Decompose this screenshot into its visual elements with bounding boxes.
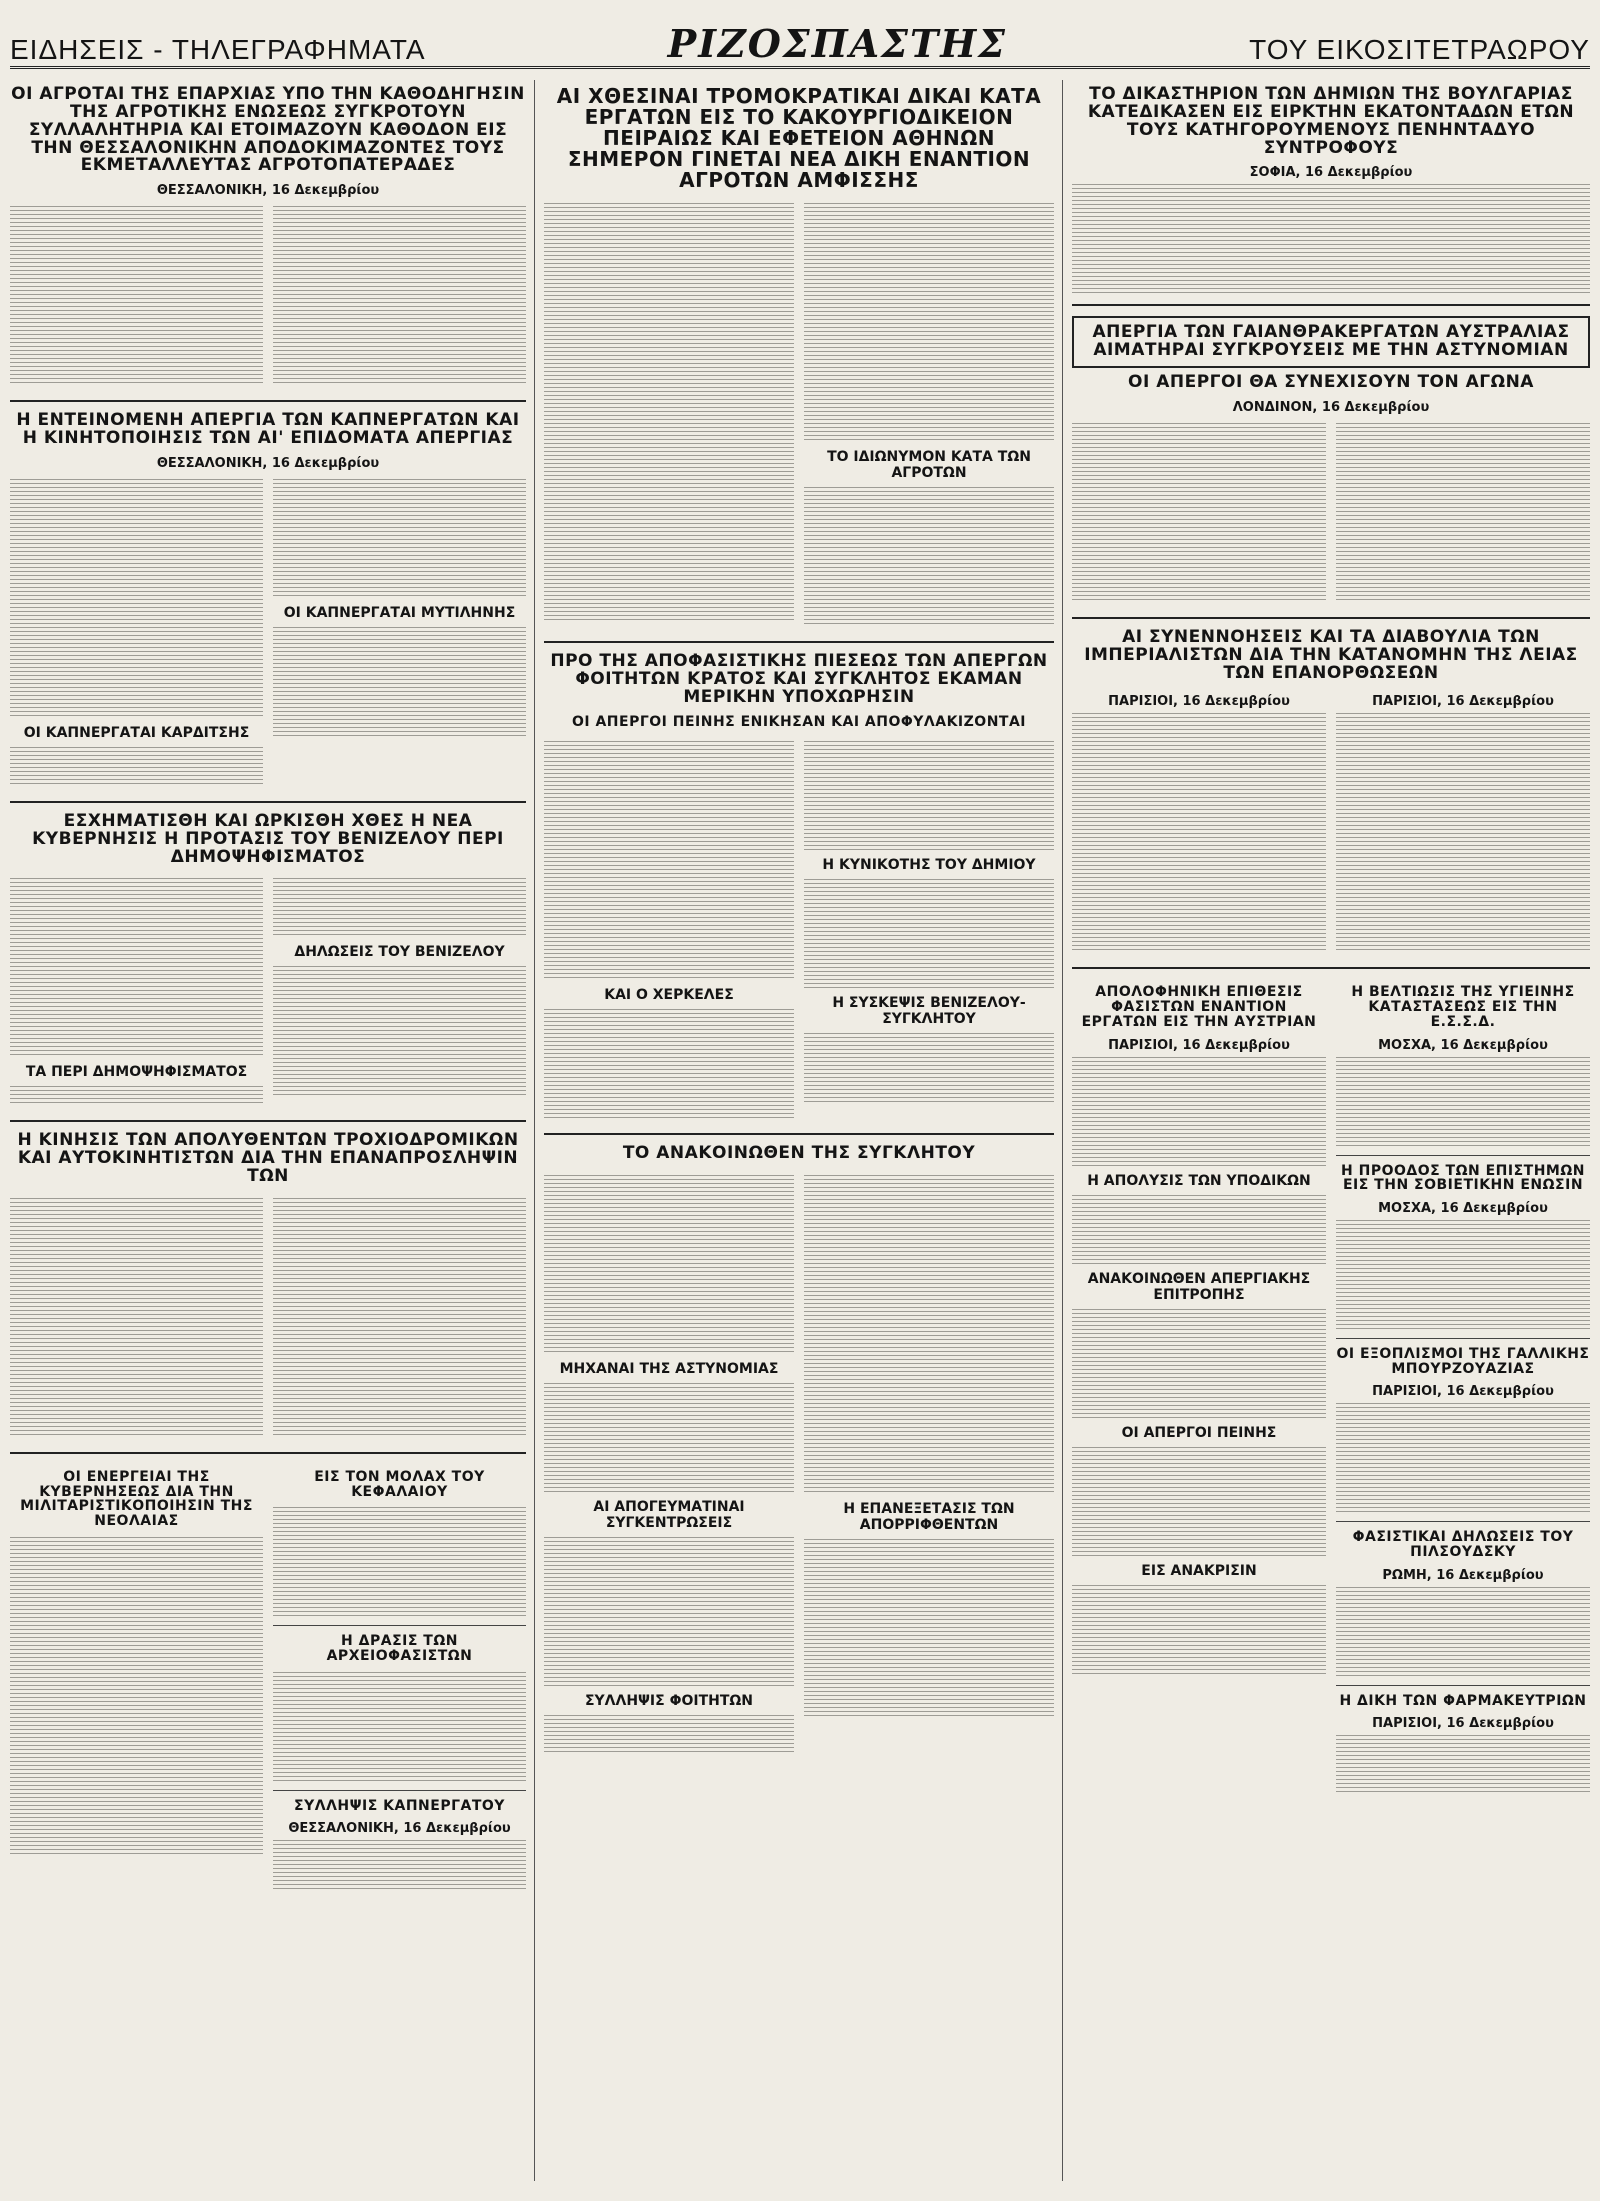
dateline: ΜΟΣΧΑ, 16 Δεκεμβρίου — [1378, 1037, 1548, 1053]
dateline: ΜΟΣΧΑ, 16 Δεκεμβρίου — [1378, 1200, 1548, 1216]
article-body — [804, 741, 1054, 851]
article-subheading: Η ΑΠΟΛΥΣΙΣ ΤΩΝ ΥΠΟΔΙΚΩΝ — [1087, 1172, 1311, 1189]
article-headline: ΠΡΟ ΤΗΣ ΑΠΟΦΑΣΙΣΤΙΚΗΣ ΠΙΕΣΕΩΣ ΤΩΝ ΑΠΕΡΓΩΝ ΦΟΙΤΗΤΩΝ ΚΡΑΤΟΣ ΚΑΙ ΣΥΓΚΛΗΤΟΣ ΕΚΑΜΑΝ ΜΕΡΙΚΗΝ ΥΠΟΧΩΡΗΣΙΝ — [550, 651, 1048, 707]
dateline: ΠΑΡΙΣΙΟΙ, 16 Δεκεμβρίου — [1372, 694, 1554, 710]
article-body — [1072, 1057, 1326, 1167]
article-body — [544, 1537, 794, 1687]
article-headline: ΤΟ ΔΙΚΑΣΤΗΡΙΟΝ ΤΩΝ ΔΗΜΙΩΝ ΤΗΣ ΒΟΥΛΓΑΡΙΑΣ ΚΑΤΕΔΙΚΑΣΕΝ ΕΙΣ ΕΙΡΚΤΗΝ ΕΚΑΤΟΝΤΑΔΩΝ ΕΤΩΝ ΤΟΥΣ ΚΑΤΗΓΟΡΟΥΜΕΝΟΥΣ ΠΕΝΗΝΤΑΔΥΟ ΣΥΝΤΡΟΦΟΥΣ — [1087, 84, 1575, 158]
article-subheading: ΑΝΑΚΟΙΝΩΘΕΝ ΑΠΕΡΓΙΑΚΗΣ ΕΠΙΤΡΟΠΗΣ — [1087, 1270, 1311, 1303]
article-subheading: Η ΚΥΝΙΚΟΤΗΣ ΤΟΥ ΔΗΜΙΟΥ — [822, 857, 1036, 874]
article-headline: Η ΔΡΑΣΙΣ ΤΩΝ ΑΡΧΕΙΟΦΑΣΙΣΤΩΝ — [326, 1633, 473, 1665]
article-body — [544, 741, 794, 981]
article-body — [1336, 1587, 1590, 1677]
article-body — [1336, 713, 1590, 953]
dateline: ΘΕΣΣΑΛΟΝΙΚΗ, 16 Δεκεμβρίου — [156, 183, 380, 199]
article-body — [544, 1383, 794, 1493]
dateline: ΘΕΣΣΑΛΟΝΙΚΗ, 16 Δεκεμβρίου — [288, 1821, 511, 1837]
column-left — [10, 80, 526, 2181]
article-body — [544, 1009, 794, 1119]
masthead — [10, 10, 1590, 69]
article-headline: Η ΔΙΚΗ ΤΩΝ ΦΑΡΜΑΚΕΥΤΡΙΩΝ — [1339, 1692, 1587, 1709]
dateline: ΠΑΡΙΣΙΟΙ, 16 Δεκεμβρίου — [1108, 1037, 1290, 1053]
article-body — [273, 878, 526, 938]
article-body — [804, 1175, 1054, 1495]
article-headline: ΣΥΛΛΗΨΙΣ ΚΑΠΝΕΡΓΑΤΟΥ — [294, 1797, 505, 1814]
dateline: ΘΕΣΣΑΛΟΝΙΚΗ, 16 Δεκεμβρίου — [156, 455, 380, 471]
boxed-article — [1072, 316, 1590, 368]
article-subheading: ΤΑ ΠΕΡΙ ΔΗΜΟΨΗΦΙΣΜΑΤΟΣ — [25, 1064, 248, 1081]
article-subheading: ΕΙΣ ΑΝΑΚΡΙΣΙΝ — [1141, 1562, 1257, 1579]
article-subheading: Η ΕΠΑΝΕΞΕΤΑΣΙΣ ΤΩΝ ΑΠΟΡΡΙΦΘΕΝΤΩΝ — [843, 1501, 1015, 1534]
article-subheading: Η ΣΥΣΚΕΨΙΣ ΒΕΝΙΖΕΛΟΥ-ΣΥΓΚΛΗΤΟΥ — [832, 995, 1026, 1028]
newspaper-page — [10, 10, 1590, 2181]
article-body — [273, 479, 526, 599]
article-body — [1072, 423, 1326, 603]
article-body — [10, 206, 263, 386]
article-subheading: ΚΑΙ Ο ΧΕΡΚΕΛΕΣ — [604, 987, 734, 1004]
article-body — [1336, 1403, 1590, 1513]
dateline: ΠΑΡΙΣΙΟΙ, 16 Δεκεμβρίου — [1372, 1384, 1554, 1400]
article-body — [1336, 1220, 1590, 1330]
article-body — [1072, 713, 1326, 953]
article-headline: ΑΠΟΛΟΦΗΝΙΚΗ ΕΠΙΘΕΣΙΣ ΦΑΣΙΣΤΩΝ ΕΝΑΝΤΙΟΝ ΕΡΓΑΤΩΝ ΕΙΣ ΤΗΝ ΑΥΣΤΡΙΑΝ — [1081, 984, 1317, 1030]
article-headline-secondary: ΟΙ ΑΠΕΡΓΟΙ ΘΑ ΣΥΝΕΧΙΣΟΥΝ ΤΟΝ ΑΓΩΝΑ — [1128, 372, 1534, 393]
article-subheading: ΜΗΧΑΝΑΙ ΤΗΣ ΑΣΤΥΝΟΜΙΑΣ — [559, 1361, 779, 1378]
column-right — [1072, 80, 1590, 2181]
article-subheading: ΟΙ ΑΠΕΡΓΟΙ ΠΕΙΝΗΣ — [1121, 1424, 1277, 1441]
section-label-left: ΕΙΔΗΣΕΙΣ - ΤΗΛΕΓΡΑΦΗΜΑΤΑ — [10, 34, 426, 65]
article-body — [1072, 1585, 1326, 1675]
article-subheading: ΑΙ ΑΠΟΓΕΥΜΑΤΙΝΑΙ ΣΥΓΚΕΝΤΡΩΣΕΙΣ — [593, 1499, 745, 1532]
article-body — [10, 1537, 263, 1857]
article-body — [10, 1086, 263, 1106]
dateline: ΠΑΡΙΣΙΟΙ, 16 Δεκεμβρίου — [1372, 1716, 1554, 1732]
article-body — [544, 1715, 794, 1755]
article-headline: ΟΙ ΕΝΕΡΓΕΙΑΙ ΤΗΣ ΚΥΒΕΡΝΗΣΕΩΣ ΔΙΑ ΤΗΝ ΜΙΛΙΤΑΡΙΣΤΙΚΟΠΟΙΗΣΙΝ ΤΗΣ ΝΕΟΛΑΙΑΣ — [20, 1468, 253, 1530]
dateline: ΣΟΦΙΑ, 16 Δεκεμβρίου — [1249, 165, 1413, 181]
article-body — [273, 1672, 526, 1782]
article-body — [273, 1507, 526, 1617]
dateline: ΛΟΝΔΙΝΟΝ, 16 Δεκεμβρίου — [1232, 399, 1430, 415]
article-body — [804, 203, 1054, 443]
article-subheading: ΣΥΛΛΗΨΙΣ ΦΟΙΤΗΤΩΝ — [584, 1693, 754, 1710]
article-headline: Η ΒΕΛΤΙΩΣΙΣ ΤΗΣ ΥΓΙΕΙΝΗΣ ΚΑΤΑΣΤΑΣΕΩΣ ΕΙΣ ΤΗΝ Ε.Σ.Σ.Δ. — [1351, 984, 1575, 1030]
lead-headline: ΑΙ ΧΘΕΣΙΝΑΙ ΤΡΟΜΟΚΡΑΤΙΚΑΙ ΔΙΚΑΙ ΚΑΤΑ ΕΡΓΑΤΩΝ ΕΙΣ ΤΟ ΚΑΚΟΥΡΓΙΟΔΙΚΕΙΟΝ ΠΕΙΡΑΙΩΣ ΚΑΙ ΕΦΕΤΕΙΟΝ ΑΘΗΝΩΝ ΣΗΜΕΡΟΝ ΓΙΝΕΤΑΙ ΝΕΑ ΔΙΚΗ ΕΝΑΝΤΙΟΝ ΑΓΡΟΤΩΝ ΑΜΦΙΣΣΗΣ — [556, 84, 1042, 192]
article-body — [273, 1198, 526, 1438]
article-body — [10, 1198, 263, 1438]
article-body — [1072, 184, 1590, 294]
article-body — [804, 487, 1054, 627]
article-body — [544, 1175, 794, 1355]
article-body — [804, 1539, 1054, 1719]
article-body — [273, 206, 526, 386]
article-subheading: ΤΟ ΙΔΙΩΝΥΜΟΝ ΚΑΤΑ ΤΩΝ ΑΓΡΟΤΩΝ — [827, 449, 1031, 481]
article-body — [1336, 1735, 1590, 1795]
article-headline: Η ΕΝΤΕΙΝΟΜΕΝΗ ΑΠΕΡΓΙΑ ΤΩΝ ΚΑΠΝΕΡΓΑΤΩΝ ΚΑΙ Η ΚΙΝΗΤΟΠΟΙΗΣΙΣ ΤΩΝ ΑΙ' ΕΠΙΔΟΜΑΤΑ ΑΠΕΡΓΙΑΣ — [16, 410, 520, 449]
dateline: ΠΑΡΙΣΙΟΙ, 16 Δεκεμβρίου — [1108, 694, 1290, 710]
article-body — [10, 747, 263, 787]
dateline: ΡΩΜΗ, 16 Δεκεμβρίου — [1382, 1567, 1544, 1583]
article-body — [544, 203, 794, 623]
article-headline: ΦΑΣΙΣΤΙΚΑΙ ΔΗΛΩΣΕΙΣ ΤΟΥ ΠΙΛΣΟΥΔΣΚΥ — [1352, 1529, 1574, 1560]
article-subheading: ΟΙ ΚΑΠΝΕΡΓΑΤΑΙ ΜΥΤΙΛΗΝΗΣ — [283, 604, 516, 621]
section-label-right: ΤΟΥ ΕΙΚΟΣΙΤΕΤΡΑΩΡΟΥ — [1249, 34, 1590, 65]
article-subheading: ΔΗΛΩΣΕΙΣ ΤΟΥ ΒΕΝΙΖΕΛΟΥ — [294, 944, 505, 961]
article-body — [273, 1840, 526, 1890]
column-center — [544, 80, 1054, 2181]
column-divider — [534, 80, 535, 2181]
article-headline: ΟΙ ΕΞΟΠΛΙΣΜΟΙ ΤΗΣ ΓΑΛΛΙΚΗΣ ΜΠΟΥΡΖΟΥΑΖΙΑΣ — [1336, 1345, 1590, 1377]
newspaper-title: ΡΙΖΟΣΠΑΣΤΗΣ — [667, 21, 1008, 66]
article-body — [1072, 1309, 1326, 1419]
article-body — [10, 479, 263, 719]
article-body — [804, 1033, 1054, 1103]
column-divider — [1062, 80, 1063, 2181]
article-body — [1336, 1057, 1590, 1147]
article-headline: ΑΙ ΣΥΝΕΝΝΟΗΣΕΙΣ ΚΑΙ ΤΑ ΔΙΑΒΟΥΛΙΑ ΤΩΝ ΙΜΠΕΡΙΑΛΙΣΤΩΝ ΔΙΑ ΤΗΝ ΚΑΤΑΝΟΜΗΝ ΤΗΣ ΛΕΙΑΣ ΤΩΝ ΕΠΑΝΟΡΘΩΣΕΩΝ — [1084, 626, 1578, 683]
article-body — [1072, 1447, 1326, 1557]
article-body — [804, 879, 1054, 989]
article-headline: ΕΙΣ ΤΟΝ ΜΟΛΑΧ ΤΟΥ ΚΕΦΑΛΑΙΟΥ — [314, 1468, 485, 1500]
article-headline: ΤΟ ΑΝΑΚΟΙΝΩΘΕΝ ΤΗΣ ΣΥΓΚΛΗΤΟΥ — [622, 1143, 976, 1164]
article-body — [1072, 1195, 1326, 1265]
article-headline: Η ΚΙΝΗΣΙΣ ΤΩΝ ΑΠΟΛΥΘΕΝΤΩΝ ΤΡΟΧΙΟΔΡΟΜΙΚΩΝ ΚΑΙ ΑΥΤΟΚΙΝΗΤΙΣΤΩΝ ΔΙΑ ΤΗΝ ΕΠΑΝΑΠΡΟΣΛΗΨΙΝ ΤΩΝ — [17, 1130, 519, 1187]
article-body — [273, 966, 526, 1096]
article-body — [10, 878, 263, 1058]
article-headline: ΕΣΧΗΜΑΤΙΣΘΗ ΚΑΙ ΩΡΚΙΣΘΗ ΧΘΕΣ Η ΝΕΑ ΚΥΒΕΡΝΗΣΙΣ Η ΠΡΟΤΑΣΙΣ ΤΟΥ ΒΕΝΙΖΕΛΟΥ ΠΕΡΙ ΔΗΜΟΨΗΦΙΣΜΑΤΟΣ — [32, 810, 504, 867]
article-headline: ΟΙ ΑΓΡΟΤΑΙ ΤΗΣ ΕΠΑΡΧΙΑΣ ΥΠΟ ΤΗΝ ΚΑΘΟΔΗΓΗΣΙΝ ΤΗΣ ΑΓΡΟΤΙΚΗΣ ΕΝΩΣΕΩΣ ΣΥΓΚΡΟΤΟΥΝ ΣΥΛΛΑΛΗΤΗΡΙΑ ΚΑΙ ΕΤΟΙΜΑΖΟΥΝ ΚΑΘΟΔΟΝ ΕΙΣ ΤΗΝ ΘΕΣΣΑΛΟΝΙΚΗΝ ΑΠΟΔΟΚΙΜΑΖΟΝΤΕΣ ΤΟΥΣ ΕΚΜΕΤΑΛΛΕΥΤΑΣ ΑΓΡΟΤΟΠΑΤΕΡΑΔΕΣ — [11, 84, 525, 176]
article-body — [1336, 423, 1590, 603]
article-headline: Η ΠΡΟΟΔΟΣ ΤΩΝ ΕΠΙΣΤΗΜΩΝ ΕΙΣ ΤΗΝ ΣΟΒΙΕΤΙΚΗΝ ΕΝΩΣΙΝ — [1341, 1162, 1585, 1194]
article-headline: ΑΠΕΡΓΙΑ ΤΩΝ ΓΑΙΑΝΘΡΑΚΕΡΓΑΤΩΝ ΑΥΣΤΡΑΛΙΑΣ ΑΙΜΑΤΗΡΑΙ ΣΥΓΚΡΟΥΣΕΙΣ ΜΕ ΤΗΝ ΑΣΤΥΝΟΜΙΑΝ — [1092, 322, 1570, 361]
article-body — [273, 627, 526, 737]
article-headline-secondary: ΟΙ ΑΠΕΡΓΟΙ ΠΕΙΝΗΣ ΕΝΙΚΗΣΑΝ ΚΑΙ ΑΠΟΦΥΛΑΚΙΖΟΝΤΑΙ — [571, 713, 1027, 730]
article-subheading: ΟΙ ΚΑΠΝΕΡΓΑΤΑΙ ΚΑΡΔΙΤΣΗΣ — [23, 724, 250, 741]
